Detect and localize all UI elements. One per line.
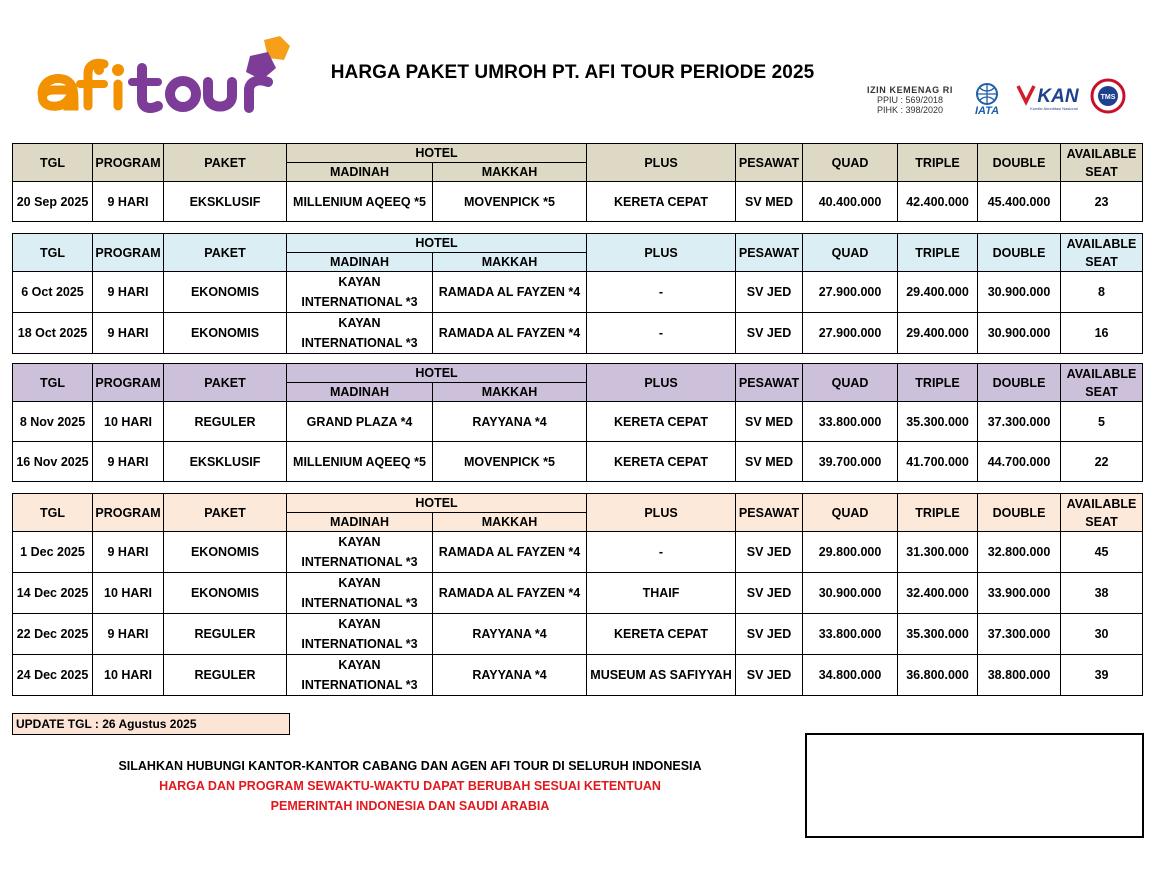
col-header-tgl: TGL: [13, 364, 93, 402]
cell-quad: 40.400.000: [803, 182, 898, 222]
svg-text:IATA: IATA: [974, 105, 1000, 116]
cell-paket: REGULER: [164, 655, 287, 696]
price-table-november: [12, 363, 1143, 482]
col-header-pesawat: PESAWAT: [736, 144, 803, 182]
col-header-double: DOUBLE: [978, 364, 1061, 402]
cell-double: 38.800.000: [978, 655, 1061, 696]
col-header-plus: PLUS: [587, 364, 736, 402]
cell-quad: 33.800.000: [803, 614, 898, 655]
cell-pesawat: SV MED: [736, 402, 803, 442]
col-header-program: PROGRAM: [93, 144, 164, 182]
cell-quad: 29.800.000: [803, 532, 898, 573]
cell-makkah: RAYYANA *4: [433, 402, 587, 442]
package-row: [13, 272, 1143, 313]
cell-tgl: 20 Sep 2025: [13, 182, 93, 222]
cell-double: 30.900.000: [978, 272, 1061, 313]
cell-pesawat: SV JED: [736, 272, 803, 313]
svg-text:TMS: TMS: [1100, 94, 1116, 101]
svg-text:Komite Akreditasi Nasional: Komite Akreditasi Nasional: [1030, 106, 1078, 111]
col-header-pesawat: PESAWAT: [736, 234, 803, 272]
col-header-hotel: HOTEL: [287, 144, 587, 163]
cell-makkah: RAYYANA *4: [433, 614, 587, 655]
cell-program: 9 HARI: [93, 313, 164, 354]
cell-paket: EKSKLUSIF: [164, 442, 287, 482]
cell-pesawat: SV MED: [736, 182, 803, 222]
col-header-quad: QUAD: [803, 144, 898, 182]
col-header-paket: PAKET: [164, 494, 287, 532]
col-header-pesawat: PESAWAT: [736, 364, 803, 402]
cell-tgl: 18 Oct 2025: [13, 313, 93, 354]
col-header-hotel: HOTEL: [287, 234, 587, 253]
cell-seat: 39: [1061, 655, 1143, 696]
package-row: [13, 442, 1143, 482]
col-header-madinah: MADINAH: [287, 513, 433, 532]
cell-pesawat: SV JED: [736, 313, 803, 354]
price-table-september: [12, 143, 1143, 222]
cell-double: 32.800.000: [978, 532, 1061, 573]
price-table-october: [12, 233, 1143, 354]
cell-makkah: MOVENPICK *5: [433, 182, 587, 222]
cell-paket: EKONOMIS: [164, 573, 287, 614]
col-header-madinah: MADINAH: [287, 383, 433, 402]
package-row: [13, 313, 1143, 354]
col-header-double: DOUBLE: [978, 144, 1061, 182]
cell-triple: 41.700.000: [898, 442, 978, 482]
cell-quad: 27.900.000: [803, 313, 898, 354]
col-header-makkah: MAKKAH: [433, 163, 587, 182]
col-header-triple: TRIPLE: [898, 234, 978, 272]
cell-program: 9 HARI: [93, 182, 164, 222]
col-header-double: DOUBLE: [978, 494, 1061, 532]
available-label: AVAILABLE: [1066, 366, 1137, 381]
cell-madinah: KAYAN INTERNATIONAL *3: [287, 532, 433, 573]
cell-triple: 42.400.000: [898, 182, 978, 222]
cell-triple: 35.300.000: [898, 614, 978, 655]
cell-double: 45.400.000: [978, 182, 1061, 222]
cell-paket: REGULER: [164, 402, 287, 442]
seat-label: SEAT: [1085, 254, 1118, 269]
cell-pesawat: SV JED: [736, 614, 803, 655]
cell-plus: KERETA CEPAT: [587, 182, 736, 222]
cell-makkah: RAMADA AL FAYZEN *4: [433, 313, 587, 354]
col-header-hotel: HOTEL: [287, 494, 587, 513]
col-header-available-seat: [1061, 234, 1143, 272]
cell-tgl: 6 Oct 2025: [13, 272, 93, 313]
cell-double: 30.900.000: [978, 313, 1061, 354]
cell-paket: EKONOMIS: [164, 532, 287, 573]
cell-seat: 16: [1061, 313, 1143, 354]
cell-madinah: KAYAN INTERNATIONAL *3: [287, 313, 433, 354]
cell-double: 33.900.000: [978, 573, 1061, 614]
package-row: [13, 614, 1143, 655]
seat-label: SEAT: [1085, 384, 1118, 399]
cell-program: 9 HARI: [93, 532, 164, 573]
cell-tgl: 22 Dec 2025: [13, 614, 93, 655]
col-header-plus: PLUS: [587, 494, 736, 532]
cell-seat: 23: [1061, 182, 1143, 222]
cell-pesawat: SV JED: [736, 655, 803, 696]
cell-seat: 5: [1061, 402, 1143, 442]
cell-tgl: 24 Dec 2025: [13, 655, 93, 696]
col-header-triple: TRIPLE: [898, 144, 978, 182]
seat-label: SEAT: [1085, 164, 1118, 179]
cell-quad: 34.800.000: [803, 655, 898, 696]
cell-quad: 27.900.000: [803, 272, 898, 313]
col-header-hotel: HOTEL: [287, 364, 587, 383]
price-change-notice-1: HARGA DAN PROGRAM SEWAKTU-WAKTU DAPAT BERUBAH SESUAI KETENTUAN: [159, 779, 661, 793]
cell-madinah: MILLENIUM AQEEQ *5: [287, 182, 433, 222]
col-header-paket: PAKET: [164, 144, 287, 182]
col-header-madinah: MADINAH: [287, 253, 433, 272]
page-title: HARGA PAKET UMROH PT. AFI TOUR PERIODE 2025: [330, 62, 815, 83]
price-change-notice-2: PEMERINTAH INDONESIA DAN SAUDI ARABIA: [270, 799, 550, 813]
cell-triple: 32.400.000: [898, 573, 978, 614]
col-header-program: PROGRAM: [93, 494, 164, 532]
izin-kemenag: [862, 85, 958, 115]
package-row: [13, 402, 1143, 442]
col-header-available-seat: [1061, 144, 1143, 182]
header-row: [13, 234, 1143, 253]
col-header-quad: QUAD: [803, 234, 898, 272]
col-header-tgl: TGL: [13, 234, 93, 272]
cell-seat: 45: [1061, 532, 1143, 573]
svg-text:KAN: KAN: [1037, 86, 1079, 107]
cell-madinah: KAYAN INTERNATIONAL *3: [287, 614, 433, 655]
col-header-available-seat: [1061, 364, 1143, 402]
col-header-paket: PAKET: [164, 234, 287, 272]
available-label: AVAILABLE: [1066, 496, 1137, 511]
col-header-triple: TRIPLE: [898, 494, 978, 532]
cell-madinah: KAYAN INTERNATIONAL *3: [287, 573, 433, 614]
kan-logo: [1016, 82, 1082, 116]
tms-certification-logo: [1086, 76, 1130, 120]
cell-plus: KERETA CEPAT: [587, 442, 736, 482]
cell-seat: 22: [1061, 442, 1143, 482]
header-row: [13, 364, 1143, 383]
col-header-double: DOUBLE: [978, 234, 1061, 272]
package-row: [13, 532, 1143, 573]
col-header-paket: PAKET: [164, 364, 287, 402]
empty-stamp-box: [805, 733, 1144, 838]
cell-program: 10 HARI: [93, 402, 164, 442]
cell-tgl: 8 Nov 2025: [13, 402, 93, 442]
col-header-plus: PLUS: [587, 234, 736, 272]
cell-plus: -: [587, 532, 736, 573]
cell-pesawat: SV MED: [736, 442, 803, 482]
price-table-december: [12, 493, 1143, 696]
cell-paket: EKSKLUSIF: [164, 182, 287, 222]
cell-triple: 31.300.000: [898, 532, 978, 573]
cell-triple: 29.400.000: [898, 272, 978, 313]
cell-plus: -: [587, 272, 736, 313]
available-label: AVAILABLE: [1066, 146, 1137, 161]
col-header-tgl: TGL: [13, 144, 93, 182]
cell-madinah: MILLENIUM AQEEQ *5: [287, 442, 433, 482]
header-row: [13, 494, 1143, 513]
cell-plus: -: [587, 313, 736, 354]
update-date: UPDATE TGL : 26 Agustus 2025: [12, 713, 290, 735]
cell-plus: KERETA CEPAT: [587, 614, 736, 655]
pihk-number: PIHK : 398/2020: [876, 105, 944, 115]
cell-tgl: 16 Nov 2025: [13, 442, 93, 482]
cell-paket: EKONOMIS: [164, 272, 287, 313]
package-row: [13, 573, 1143, 614]
col-header-makkah: MAKKAH: [433, 383, 587, 402]
cell-seat: 38: [1061, 573, 1143, 614]
cell-program: 9 HARI: [93, 614, 164, 655]
cell-plus: MUSEUM AS SAFIYYAH: [587, 655, 736, 696]
cell-triple: 36.800.000: [898, 655, 978, 696]
col-header-madinah: MADINAH: [287, 163, 433, 182]
cell-double: 37.300.000: [978, 614, 1061, 655]
cell-triple: 29.400.000: [898, 313, 978, 354]
available-label: AVAILABLE: [1066, 236, 1137, 251]
cell-quad: 30.900.000: [803, 573, 898, 614]
col-header-makkah: MAKKAH: [433, 513, 587, 532]
col-header-tgl: TGL: [13, 494, 93, 532]
col-header-quad: QUAD: [803, 494, 898, 532]
afi-tour-logo: [36, 34, 298, 118]
cell-pesawat: SV JED: [736, 532, 803, 573]
cell-paket: EKONOMIS: [164, 313, 287, 354]
col-header-triple: TRIPLE: [898, 364, 978, 402]
iata-logo: [962, 82, 1012, 116]
cell-double: 37.300.000: [978, 402, 1061, 442]
col-header-plus: PLUS: [587, 144, 736, 182]
cell-madinah: KAYAN INTERNATIONAL *3: [287, 272, 433, 313]
col-header-quad: QUAD: [803, 364, 898, 402]
package-row: [13, 655, 1143, 696]
cell-seat: 30: [1061, 614, 1143, 655]
cell-seat: 8: [1061, 272, 1143, 313]
cell-makkah: RAMADA AL FAYZEN *4: [433, 532, 587, 573]
ppiu-number: PPIU : 569/2018: [876, 95, 944, 105]
cell-madinah: KAYAN INTERNATIONAL *3: [287, 655, 433, 696]
cell-paket: REGULER: [164, 614, 287, 655]
package-row: [13, 182, 1143, 222]
cell-tgl: 14 Dec 2025: [13, 573, 93, 614]
cell-quad: 33.800.000: [803, 402, 898, 442]
cell-triple: 35.300.000: [898, 402, 978, 442]
izin-label: IZIN KEMENAG RI: [866, 85, 953, 95]
contact-notice: SILAHKAN HUBUNGI KANTOR-KANTOR CABANG DAN AGEN AFI TOUR DI SELURUH INDONESIA: [118, 759, 702, 773]
seat-label: SEAT: [1085, 514, 1118, 529]
cell-tgl: 1 Dec 2025: [13, 532, 93, 573]
cell-quad: 39.700.000: [803, 442, 898, 482]
cell-pesawat: SV JED: [736, 573, 803, 614]
cell-makkah: RAYYANA *4: [433, 655, 587, 696]
col-header-program: PROGRAM: [93, 234, 164, 272]
col-header-makkah: MAKKAH: [433, 253, 587, 272]
cell-program: 10 HARI: [93, 573, 164, 614]
cell-program: 9 HARI: [93, 442, 164, 482]
cell-plus: KERETA CEPAT: [587, 402, 736, 442]
cell-madinah: GRAND PLAZA *4: [287, 402, 433, 442]
cell-plus: THAIF: [587, 573, 736, 614]
cell-makkah: MOVENPICK *5: [433, 442, 587, 482]
cell-double: 44.700.000: [978, 442, 1061, 482]
cell-makkah: RAMADA AL FAYZEN *4: [433, 272, 587, 313]
header-row: [13, 144, 1143, 163]
col-header-available-seat: [1061, 494, 1143, 532]
col-header-pesawat: PESAWAT: [736, 494, 803, 532]
cell-makkah: RAMADA AL FAYZEN *4: [433, 573, 587, 614]
cell-program: 10 HARI: [93, 655, 164, 696]
col-header-program: PROGRAM: [93, 364, 164, 402]
cell-program: 9 HARI: [93, 272, 164, 313]
